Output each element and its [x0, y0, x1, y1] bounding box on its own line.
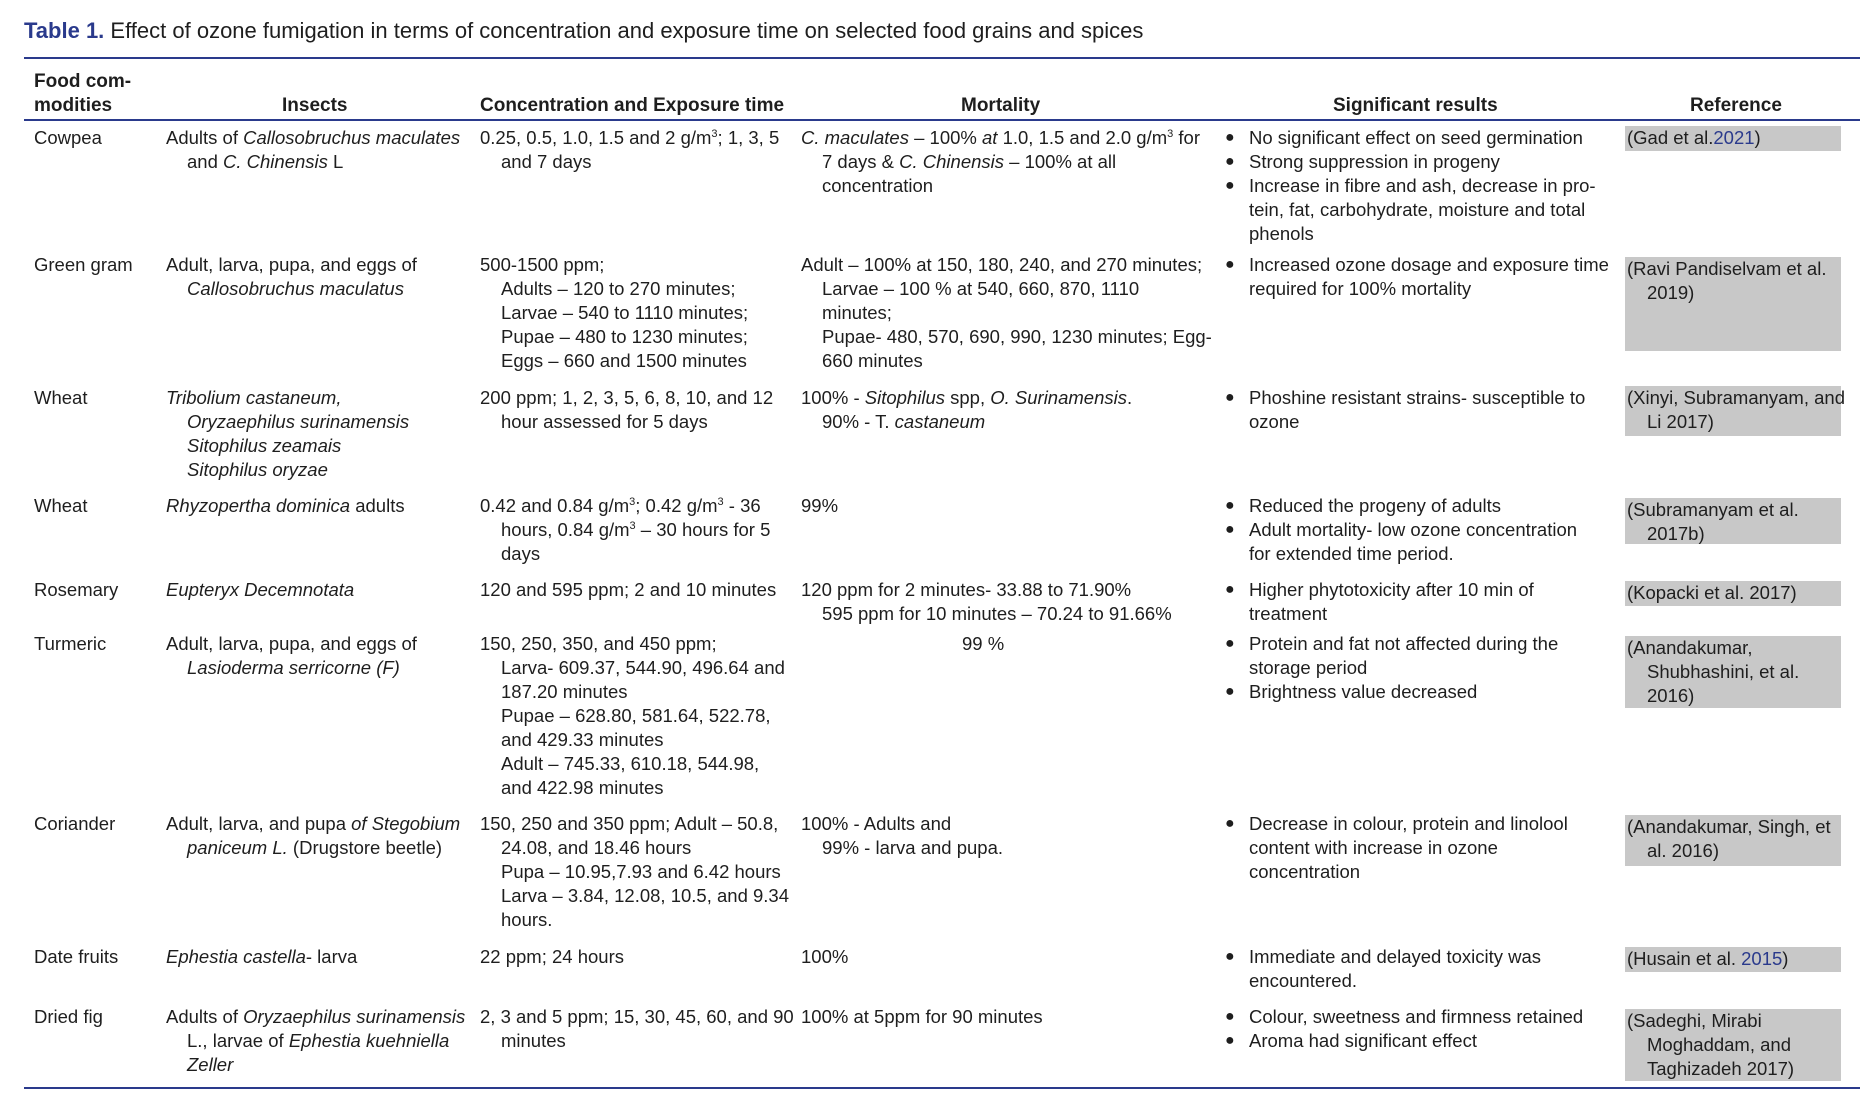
row-concentration: 150, 250 and 350 ppm; Adult – 50.8, 24.08, and 18.46 hours Pupa – 10.95,7.93 and 6.42 hours Larva – 3.84, 12.08, 10.5, and 9.34 hours. — [480, 813, 790, 930]
row-reference[interactable]: (Kopacki et al. 2017) — [1625, 581, 1841, 606]
result-bullet: ● Phoshine resistant strains- susceptible to ozone — [1225, 387, 1586, 432]
row-food: Cowpea — [34, 127, 102, 148]
row-insects: Adult, larva, pupa, and eggs of Callosobruchus maculatus — [166, 254, 417, 299]
top-rule — [24, 57, 1860, 59]
result-bullet: ● Increase in fibre and ash, decrease in pro- tein, fat, carbohydrate, moisture and total phenols — [1225, 175, 1596, 244]
result-bullet: ● Adult mortality- low ozone concentration for extended time period. — [1225, 519, 1578, 564]
row-concentration: 150, 250, 350, and 450 ppm; Larva- 609.37, 544.90, 496.64 and 187.20 minutes Pupae – 628.80, 581.64, 522.78, and 429.33 minutes Adult – 745.33, 610.18, 544.98, and 422.98 minutes — [480, 633, 785, 798]
result-bullet: ● Aroma had significant effect — [1225, 1030, 1477, 1051]
row-reference[interactable]: (Sadeghi, Mirabi Moghaddam, and Taghizadeh 2017) — [1625, 1009, 1841, 1081]
row-food: Turmeric — [34, 633, 107, 654]
row-insects: Eupteryx Decemnotata — [166, 579, 355, 600]
row-insects: Adult, larva, pupa, and eggs of Lasioderma serricorne (F) — [166, 633, 417, 678]
row-insects: Rhyzopertha dominica adults — [166, 495, 405, 516]
result-bullet: ● Increased ozone dosage and exposure time required for 100% mortality — [1225, 254, 1609, 299]
row-mortality: 100% — [801, 946, 849, 967]
row-concentration: 22 ppm; 24 hours — [480, 946, 624, 967]
conc-line: and 7 days — [501, 151, 592, 172]
row-reference[interactable]: (Anandakumar, Singh, et al. 2016) — [1625, 815, 1841, 866]
row-concentration: 120 and 595 ppm; 2 and 10 minutes — [480, 579, 777, 600]
row-reference[interactable]: (Xinyi, Subramanyam, and Li 2017) — [1625, 386, 1841, 436]
row-reference[interactable]: (Gad et al.2021) — [1625, 126, 1841, 151]
result-bullet: ● Protein and fat not affected during the storage period — [1225, 633, 1559, 678]
result-bullet: ● Immediate and delayed toxicity was encountered. — [1225, 946, 1542, 991]
row-mortality: 120 ppm for 2 minutes- 33.88 to 71.90% 595 ppm for 10 minutes – 70.24 to 91.66% — [801, 579, 1172, 624]
header-rule — [24, 119, 1860, 121]
result-bullet: ● Reduced the progeny of adults — [1225, 495, 1501, 516]
row-insects: Adults of Oryzaephilus surinamensis L., larvae of Ephestia kuehniella Zeller — [166, 1006, 466, 1075]
header-results: Significant results — [1333, 95, 1498, 116]
row-food: Coriander — [34, 813, 116, 834]
header-mortality: Mortality — [961, 95, 1041, 116]
result-bullet: ● Brightness value decreased — [1225, 681, 1478, 702]
mortality-line: concentration — [822, 175, 934, 196]
row-reference[interactable]: (Husain et al. 2015) — [1625, 947, 1841, 972]
row-concentration: 500-1500 ppm; Adults – 120 to 270 minutes; Larvae – 540 to 1110 minutes; Pupae – 480 to 1230 minutes; Eggs – 660 and 1500 minutes — [480, 254, 749, 371]
mortality-line: C. maculates – 100% at 1.0, 1.5 and 2.0 $g/m^3$ for — [801, 127, 1200, 148]
row-mortality: 99% — [801, 495, 839, 516]
row-mortality — [801, 126, 1200, 198]
row-food: Wheat — [34, 495, 88, 516]
table-caption — [24, 18, 1143, 44]
row-food: Dried fig — [34, 1006, 103, 1027]
row-concentration: 0.42 and 0.84 $g/m^3$; 0.42 $g/m^3 - 36$ hours, 0.84 $g/m^3 - 30$ hours for 5 days — [480, 495, 771, 564]
row-mortality: 100% - Adults and 99% - larva and pupa. — [801, 813, 1004, 858]
row-food: Wheat — [34, 387, 88, 408]
result-bullet: ● Strong suppression in progeny — [1225, 151, 1500, 172]
header-concentration: Concentration and Exposure time — [480, 95, 785, 116]
header-insects: Insects — [282, 95, 348, 116]
result-bullet: ● Decrease in colour, protein and linolool content with increase in ozone concentration — [1225, 813, 1568, 882]
insects-line: and C. Chinensis L — [187, 151, 344, 172]
header-food: Food com- modities — [34, 71, 132, 116]
row-food: Rosemary — [34, 579, 119, 600]
row-reference[interactable]: (Ravi Pandiselvam et al. 2019) — [1625, 257, 1841, 351]
row-concentration — [480, 126, 779, 174]
row-reference[interactable]: (Anandakumar, Shubhashini, et al. 2016) — [1625, 636, 1841, 708]
row-mortality: 100% - Sitophilus spp, O. Surinamensis. 90% - T. castaneum — [801, 387, 1133, 432]
row-insects: Adult, larva, and pupa of Stegobium paniceum L. (Drugstore beetle) — [166, 813, 461, 858]
result-bullet: ● No significant effect on seed germination — [1225, 127, 1583, 148]
table-title: Effect of ozone fumigation in terms of concentration and exposure time on selected food grains and spices — [104, 18, 1144, 43]
row-mortality: Adult – 100% at 150, 180, 240, and 270 minutes; Larvae – 100 % at 540, 660, 870, 1110 minutes; Pupae- 480, 570, 690, 990, 1230 minutes; Egg- 660 minutes — [801, 254, 1212, 371]
bottom-rule — [24, 1087, 1860, 1089]
row-insects: Ephestia castella- larva — [166, 946, 358, 967]
conc-line: 0.25, 0.5, 1.0, 1.5 and 2 $g/m^3$; 1, 3, 5 — [480, 127, 780, 148]
row-reference[interactable]: (Subramanyam et al. 2017b) — [1625, 498, 1841, 544]
row-food: Date fruits — [34, 946, 119, 967]
table-label: Table 1. — [24, 18, 105, 43]
row-insects — [166, 126, 460, 174]
row-concentration: 2, 3 and 5 ppm; 15, 30, 45, 60, and 90 minutes — [480, 1006, 794, 1051]
result-bullet: ● Colour, sweetness and firmness retained — [1225, 1006, 1584, 1027]
insects-line: Adults of Callosobruchus maculates — [166, 127, 461, 148]
row-food: Green gram — [34, 254, 133, 275]
row-mortality: 99 % — [962, 633, 1005, 654]
header-reference: Reference — [1690, 95, 1782, 116]
row-insects: Tribolium castaneum, Oryzaephilus surinamensis Sitophilus zeamais Sitophilus oryzae — [166, 387, 410, 480]
result-bullet: ● Higher phytotoxicity after 10 min of treatment — [1225, 579, 1534, 624]
mortality-line: 7 days & C. Chinensis – 100% at all — [822, 151, 1117, 172]
row-concentration: 200 ppm; 1, 2, 3, 5, 6, 8, 10, and 12 hour assessed for 5 days — [480, 387, 774, 432]
row-mortality: 100% at 5ppm for 90 minutes — [801, 1006, 1043, 1027]
